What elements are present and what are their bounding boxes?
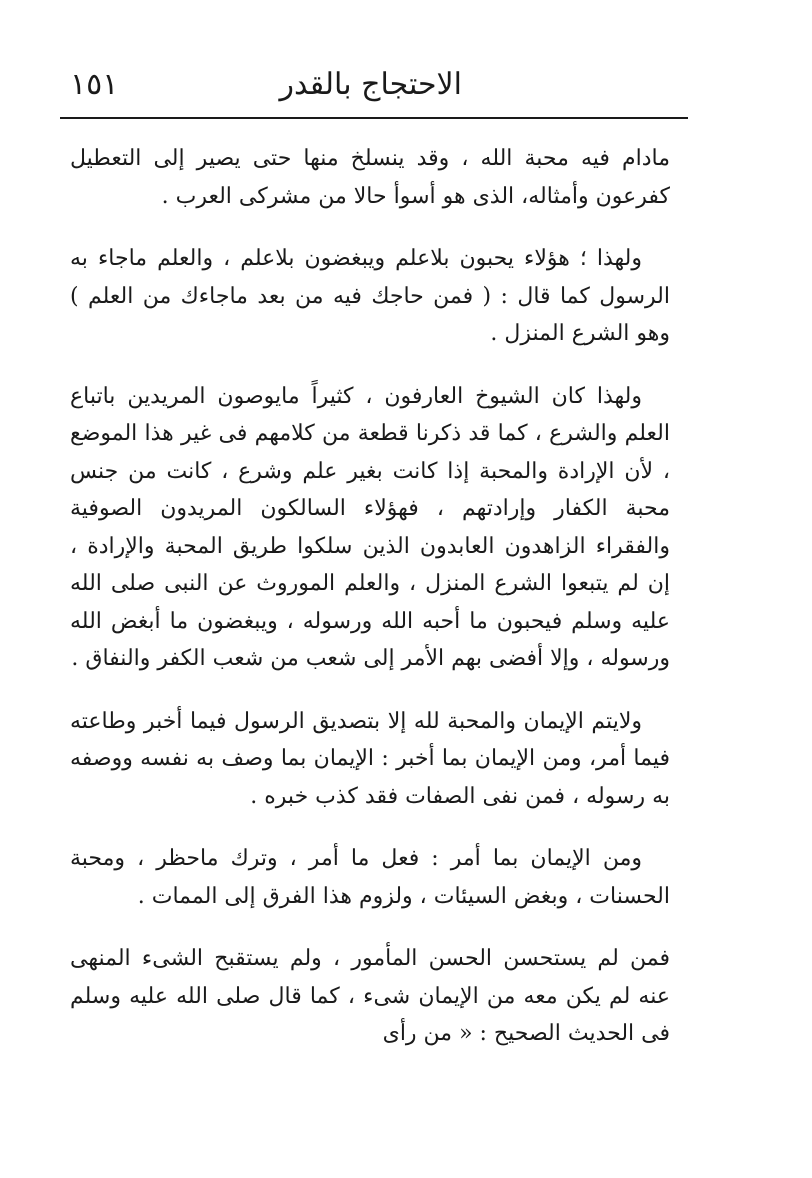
paragraph-3 xyxy=(70,378,670,678)
page-header xyxy=(60,60,692,120)
page-body xyxy=(70,140,670,1078)
paragraph-1 xyxy=(70,140,670,215)
paragraph-6 xyxy=(70,940,670,1053)
paragraph-text: فمن لم يستحسن الحسن المأمور ، ولم يستقبح الشىء المنهى عنه لم يكن معه من الإيمان شىء ، كما قال صلى الله عليه وسلم فى الحديث الصحيح : « من رأى xyxy=(70,946,670,1046)
paragraph-text: ولهذا كان الشيوخ العارفون ، كثيراً مايوصون المريدين باتباع العلم والشرع ، كما قد ذكرنا قطعة من كلامهم فى غير هذا الموضع ، لأن الإرادة والمحبة إذا كانت بغير علم وشرع ، كانت من جنس محبة الكفار وإرادتهم ، فهؤلاء السالكون المريدون الصوفية والفقراء الزاهدون العابدون الذين سلكوا طريق المحبة والإرادة ، إن لم يتبعوا الشرع المنزل ، والعلم الموروث عن النبى صلى الله عليه وسلم فيحبون ما أحبه الله ورسوله ، ويبغضون ما أبغض الله ورسوله ، وإلا أفضى بهم الأمر إلى شعب من شعب الكفر والنفاق . xyxy=(70,383,670,671)
paragraph-5 xyxy=(70,840,670,915)
header-rule xyxy=(60,117,688,119)
page-number: ١٥١ xyxy=(70,67,119,102)
paragraph-2 xyxy=(70,240,670,353)
paragraph-text: ولهذا ؛ هؤلاء يحبون بلاعلم ويبغضون بلاعلم ، والعلم ماجاء به الرسول كما قال : ( فمن حاجك فيه من بعد ماجاءك من العلم ) وهو الشرع المنزل . xyxy=(70,246,670,346)
paragraph-text: ولايتم الإيمان والمحبة لله إلا بتصديق الرسول فيما أخبر وطاعته فيما أمر، ومن الإيمان بما أخبر : الإيمان بما وصف به نفسه ووصفه به رسوله ، فمن نفى الصفات فقد كذب خبره . xyxy=(70,708,670,809)
paragraph-4 xyxy=(70,703,670,816)
paragraph-text: ومن الإيمان بما أمر : فعل ما أمر ، وترك ماحظر ، ومحبة الحسنات ، وبغض السيئات ، ولزوم هذا الفرق إلى الممات . xyxy=(70,846,670,909)
running-title: الاحتجاج بالقدر xyxy=(279,67,462,102)
paragraph-text: مادام فيه محبة الله ، وقد ينسلخ منها حتى يصير إلى التعطيل كفرعون وأمثاله، الذى هو أسوأ حالا من مشركى العرب . xyxy=(70,146,670,209)
